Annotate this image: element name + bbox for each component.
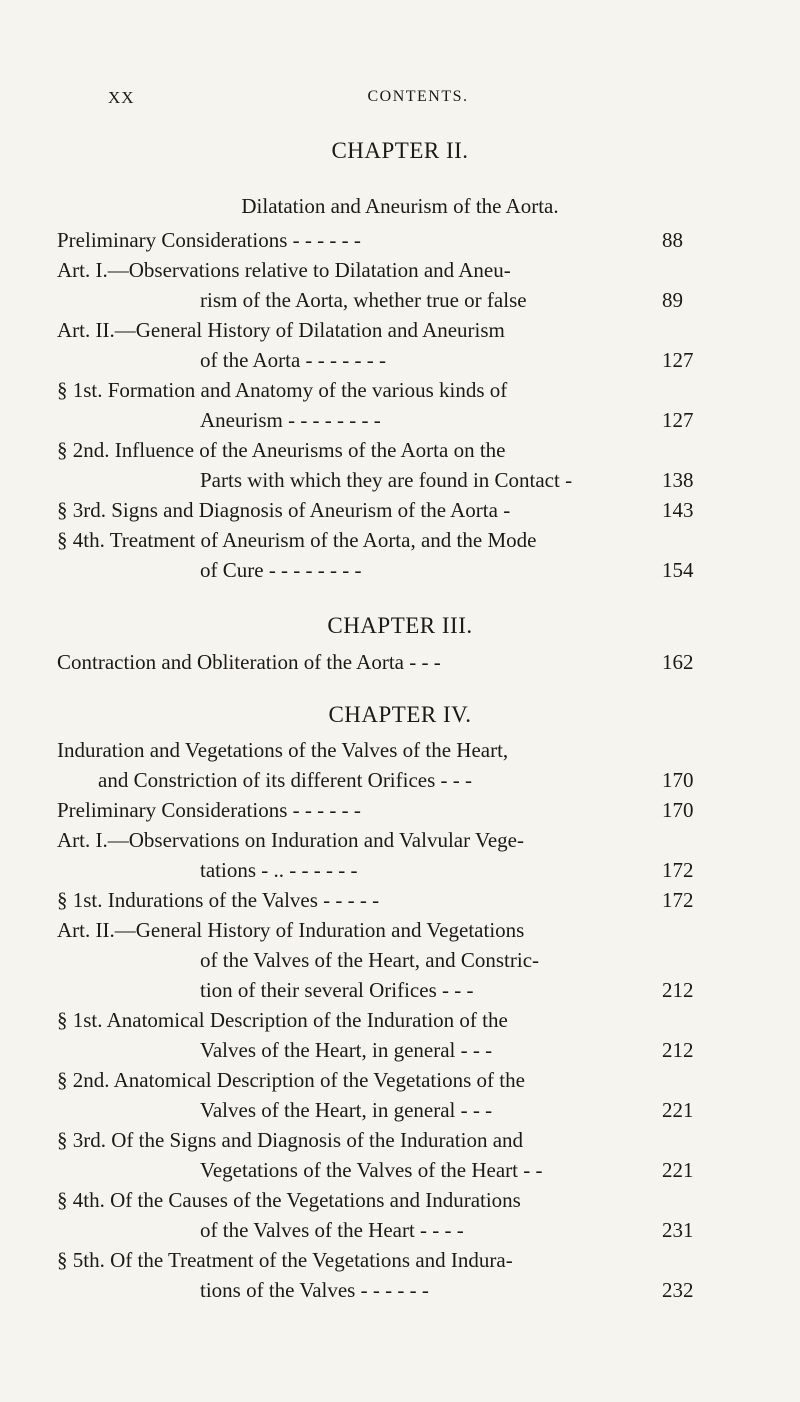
entry-line: and Constriction of its different Orifices - - - bbox=[98, 768, 473, 792]
entry-line: Vegetations of the Valves of the Heart - - bbox=[200, 1158, 543, 1182]
entry-line: Contraction and Obliteration of the Aorta - - - bbox=[57, 650, 441, 674]
entry-line: Induration and Vegetations of the Valves of the Heart, bbox=[57, 738, 509, 762]
entry-line: of the Valves of the Heart - - - - bbox=[200, 1218, 464, 1242]
entry-page: 170 bbox=[662, 768, 694, 792]
entry-page: 221 bbox=[662, 1158, 694, 1182]
page-number: XX bbox=[108, 88, 135, 107]
entry-line: Art. II.—General History of Dilatation and Aneurism bbox=[57, 318, 505, 342]
entry-line: Valves of the Heart, in general - - - bbox=[200, 1038, 493, 1062]
entry-page: 89 bbox=[662, 288, 683, 312]
entry-line: § 4th. Treatment of Aneurism of the Aorta, and the Mode bbox=[57, 528, 537, 552]
chapter-2-subtitle: Dilatation and Aneurism of the Aorta. bbox=[241, 194, 559, 218]
entry-line: tion of their several Orifices - - - bbox=[200, 978, 474, 1002]
running-title: CONTENTS. bbox=[367, 88, 469, 105]
entry-line: rism of the Aorta, whether true or false bbox=[200, 288, 527, 312]
entry-line: of the Valves of the Heart, and Constric- bbox=[200, 948, 540, 972]
entry-page: 88 bbox=[662, 228, 683, 252]
chapter-2-heading: CHAPTER II. bbox=[331, 138, 469, 163]
entry-line: Art. I.—Observations on Induration and Valvular Vege- bbox=[57, 828, 524, 852]
entry-line: § 2nd. Anatomical Description of the Vegetations of the bbox=[57, 1068, 525, 1092]
entry-line: tions of the Valves - - - - - - bbox=[200, 1278, 429, 1302]
entry-line: of the Aorta - - - - - - - bbox=[200, 348, 387, 372]
entry-page: 170 bbox=[662, 798, 694, 822]
entry-page: 138 bbox=[662, 468, 694, 492]
entry-page: 127 bbox=[662, 408, 694, 432]
entry-line: § 1st. Formation and Anatomy of the various kinds of bbox=[57, 378, 508, 402]
entry-line: Art. I.—Observations relative to Dilatation and Aneu- bbox=[57, 258, 511, 282]
entry-page: 143 bbox=[662, 498, 694, 522]
entry-page: 154 bbox=[662, 558, 694, 582]
entry-page: 172 bbox=[662, 858, 694, 882]
entry-line: § 2nd. Influence of the Aneurisms of the Aorta on the bbox=[57, 438, 506, 462]
entry-line: § 1st. Anatomical Description of the Induration of the bbox=[57, 1008, 508, 1032]
entry-line: § 5th. Of the Treatment of the Vegetations and Indura- bbox=[57, 1248, 513, 1272]
entry-page: 221 bbox=[662, 1098, 694, 1122]
entry-line: Art. II.—General History of Induration and Vegetations bbox=[57, 918, 525, 942]
entry-page: 162 bbox=[662, 650, 694, 674]
entry-line: of Cure - - - - - - - - bbox=[200, 558, 362, 582]
entry-line: Parts with which they are found in Contact - bbox=[200, 468, 573, 492]
entry-line: tations - .. - - - - - - bbox=[200, 858, 358, 882]
entry-line: Valves of the Heart, in general - - - bbox=[200, 1098, 493, 1122]
running-head bbox=[108, 88, 728, 112]
entry-line: § 1st. Indurations of the Valves - - - - - bbox=[57, 888, 380, 912]
entry-page: 212 bbox=[662, 1038, 694, 1062]
chapter-3-heading: CHAPTER III. bbox=[327, 613, 473, 638]
entry-line: Aneurism - - - - - - - - bbox=[200, 408, 381, 432]
chapter-4-heading: CHAPTER IV. bbox=[328, 702, 472, 727]
entry-line: § 4th. Of the Causes of the Vegetations and Indurations bbox=[57, 1188, 521, 1212]
entry-page: 172 bbox=[662, 888, 694, 912]
entry-page: 232 bbox=[662, 1278, 694, 1302]
entry-line: Preliminary Considerations - - - - - - bbox=[57, 228, 361, 252]
entry-line: Preliminary Considerations - - - - - - bbox=[57, 798, 361, 822]
entry-page: 212 bbox=[662, 978, 694, 1002]
entry-line: § 3rd. Signs and Diagnosis of Aneurism of the Aorta - bbox=[57, 498, 511, 522]
entry-line: § 3rd. Of the Signs and Diagnosis of the Induration and bbox=[57, 1128, 524, 1152]
entry-page: 127 bbox=[662, 348, 694, 372]
entry-page: 231 bbox=[662, 1218, 694, 1242]
